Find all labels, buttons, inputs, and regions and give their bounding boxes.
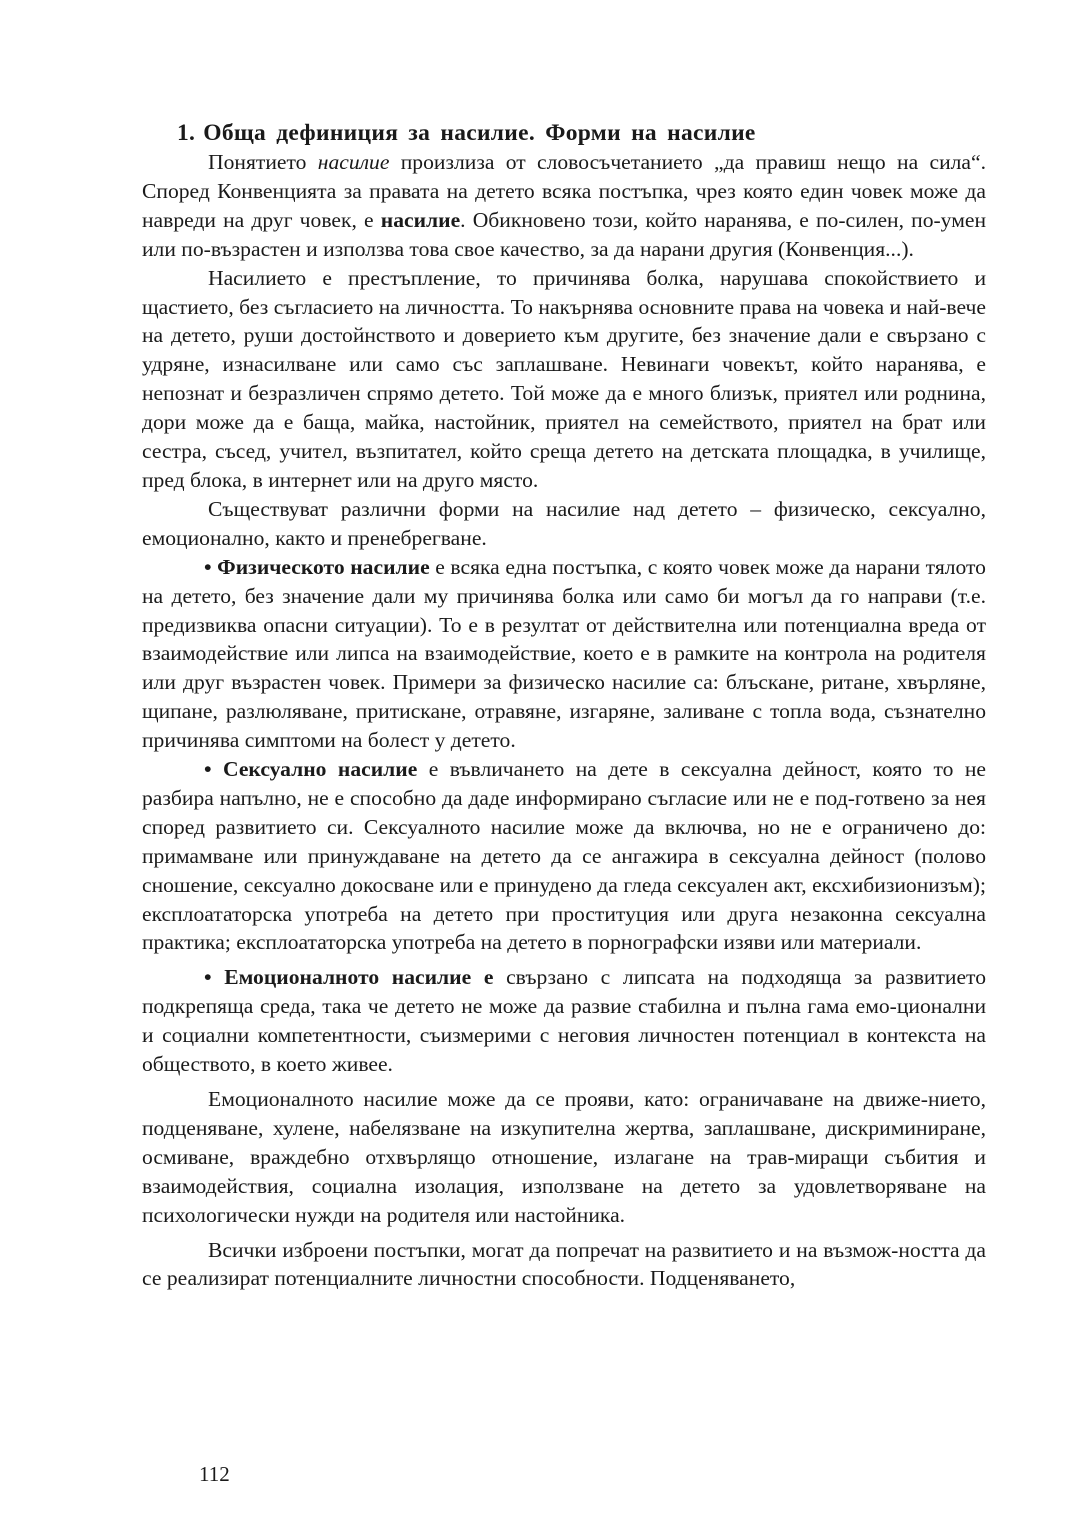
paragraph-conclusion: Всички изброени постъпки, могат да попречат на развитието и на възмож-ността да се реализират потенциалните личностни способности. Подценяването,	[142, 1237, 986, 1291]
text-run: е всяка една постъпка, с която човек може да нарани тялото на детето, без значение дали му причинява болка или само би могъл да го направи (т.е. предизвиква опасни ситуации). То е в резултат от действителна или потенциална вреда от взаимодействие или липса на взаимодействие, което е в рамките на контрола на родителя или друг възрастен човек. Примери за физическо насилие са: блъскане, ритане, хвърляне, щипане, разлюляване, притискане, отравяне, изгаряне, заливане с топла вода, съзнателно причинява симптоми на болест у детето.	[142, 554, 986, 753]
section-title: Обща дефиниция за насилие. Форми на насилие	[203, 120, 756, 146]
section-heading	[142, 118, 986, 148]
text-run: свързано с липсата на подходяща за развитието подкрепяща среда, така че детето не може да развие стабилна и пълна гама емо-ционални и социални компетентности, съизмерими с неговия личностен потенциал в контекста на обществото, в което живее.	[142, 965, 987, 1077]
text-run: . Обикновено този, който наранява, е по-силен, по-умен или по-възрастен и използва това свое качество, за да нарани другия (Конвенция...).	[142, 207, 986, 261]
bullet-title: • Физическото насилие	[204, 554, 430, 579]
paragraph-crime: Насилието е престъпление, то причинява болка, нарушава спокойствието и щастието, без съгласието на личността. То накърнява основните права на човека и най-вече на детето, руши достойнството и доверието към другите, без значение дали е свързано с удряне, изнасилване или само със заплашване. Невинаги човекът, който наранява, е непознат и безразличен спрямо детето. Той може да е много близък, приятел или роднина, дори може да е баща, майка, настойник, приятел на семейството, приятел на брат или сестра, съсед, учител, възпитател, който среща детето на детската площадка, в училище, пред блока, в интернет или на друго място.	[142, 265, 986, 492]
bullet-title: • Емоционалното насилие е	[204, 965, 494, 990]
paragraph-sexual-violence	[142, 755, 986, 957]
italic-term: насилие	[317, 150, 390, 174]
paragraph-forms: Съществуват различни форми на насилие над детето – физическо, сексуално, емоционално, както и пренебрегване.	[142, 496, 986, 550]
bold-term: насилие	[380, 207, 461, 232]
paragraph-definition	[142, 148, 986, 264]
text-run: произлиза от словосъчетанието „да правиш нещо на сила“. Според Конвенцията за правата на детето всяка постъпка, чрез която един човек може да навреди на друг човек, е	[142, 150, 986, 232]
page-body	[142, 118, 986, 1293]
paragraph-emotional-violence	[142, 963, 986, 1079]
page-number: 112	[199, 1462, 230, 1486]
paragraph-emotional-forms: Емоционалното насилие може да се прояви, като: ограничаване на движе-нието, подценяване, хулене, набелязване на изкупителна жертва, заплашване, дискриминиране, осмиване, враждебно отхвърлящо отношение, излагане на трав-миращи събития и взаимодействия, социална изолация, използване на детето за удовлетворяване на психологически нужди на родителя или настойника.	[142, 1087, 986, 1227]
paragraph-physical-violence	[142, 553, 986, 755]
text-run: е въвличането на дете в сексуална дейност, която то не разбира напълно, не е способно да даде информирано съгласие или не е под-готвено за нея според развитието си. Сексуалното насилие може да включва, но не е ограничено до: примамване или принуждаване на детето да се ангажира в сексуална дейност (полово сношение, сексуално докосване или е принудено да гледа сексуален акт, ексхибизионизъм); експлоататорска употреба на детето при проституция или друга незаконна сексуална практика; експлоататорска употреба на детето в порнографски изяви или материали.	[142, 757, 986, 955]
section-number: 1.	[177, 120, 196, 146]
text-run: Понятието	[208, 150, 318, 174]
bullet-title: • Сексуално насилие	[204, 757, 418, 782]
